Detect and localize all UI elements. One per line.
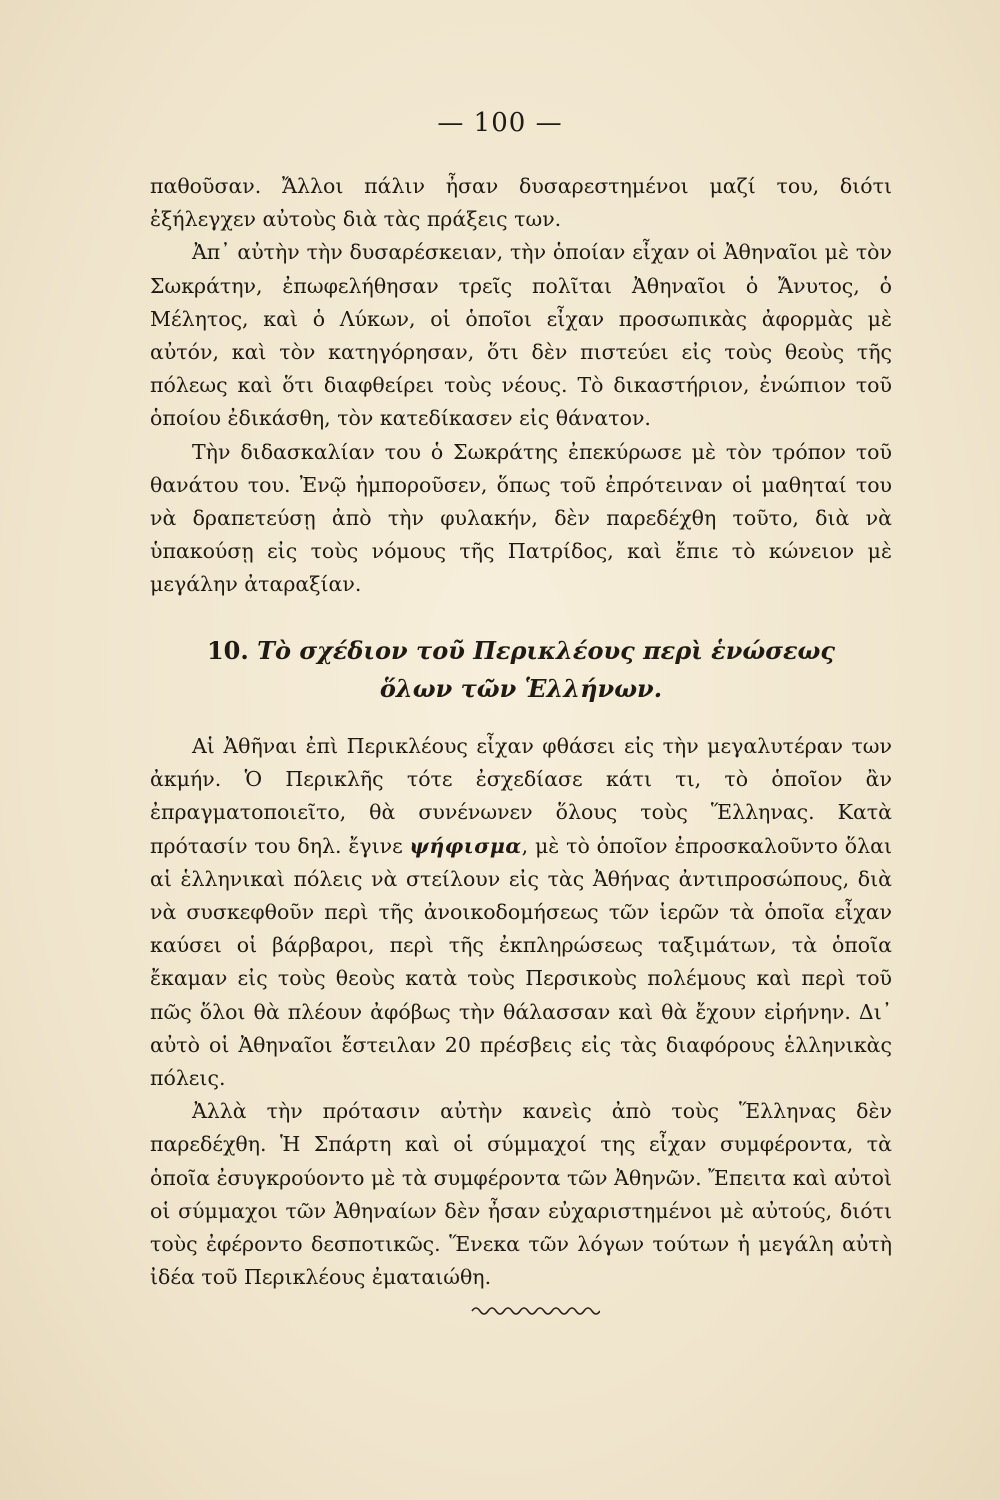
page-number: — 100 —: [437, 108, 563, 138]
paragraph: Ἀλλὰ τὴν πρότασιν αὐτὴν κανεὶς ἀπὸ τοὺς Ἕλληνας δὲν παρεδέχθη. Ἡ Σπάρτη καὶ οἱ σύμμαχοί της εἶχαν συμφέροντα, τὰ ὁποῖα ἐσυγκρούοντο μὲ τὰ συμφέροντα τῶν Ἀθηνῶν. Ἔπειτα καὶ αὐτοὶ οἱ σύμμαχοι τῶν Ἀθηναίων δὲν ἦσαν εὐχαριστημένοι μὲ αὐτούς, διότι τοὺς ἐφέροντο δεσποτικῶς. Ἕνεκα τῶν λόγων τούτων ἡ μεγάλη αὐτὴ ἰδέα τοῦ Περικλέους ἐματαιώθη.: [150, 1099, 892, 1290]
heading-title-line2: ὅλων τῶν Ἑλλήνων.: [379, 674, 663, 703]
paragraph: [150, 730, 892, 1095]
emphasized-term: ψήφισμα: [409, 833, 522, 858]
wavy-ornament: [470, 1300, 600, 1322]
paragraph-text: Αἱ Ἀθῆναι ἐπὶ Περικλέους εἶχαν φθάσει εἰς τὴν μεγαλυτέραν των ἀκμήν. Ὁ Περικλῆς τότε ἐσχεδίασε κάτι τι, τὸ ὁποῖον ἂν ἐπραγματοποιεῖτο, θὰ συνένωνεν ὅλους τοὺς Ἕλληνας. Κατὰ πρότασίν του δηλ. ἔγινε: [150, 734, 892, 858]
paragraph-text: , μὲ τὸ ὁποῖον ἐπροσκαλοῦντο ὅλαι αἱ ἑλληνικαὶ πόλεις νὰ στείλουν εἰς τὰς Ἀθήνας ἀντιπροσώπους, διὰ νὰ συσκεφθοῦν περὶ τῆς ἀνοικοδομήσεως τῶν ἱερῶν τὰ ὁποῖα εἶχαν καύσει οἱ βάρβαροι, περὶ τῆς ἐκπληρώσεως ταξιμάτων, τὰ ὁποῖα ἔκαμαν εἰς τοὺς θεοὺς κατὰ τοὺς Περσικοὺς πολέμους καὶ περὶ τοῦ πῶς ὅλοι θὰ πλέουν ἀφόβως τὴν θάλασσαν καὶ θὰ ἔχουν εἰρήνην. Δι᾽ αὐτὸ οἱ Ἀθηναῖοι ἔστειλαν 20 πρέσβεις εἰς τὰς διαφόρους ἑλληνικὰς πόλεις.: [150, 833, 892, 1091]
paragraph: Ἀπ᾽ αὐτὴν τὴν δυσαρέσκειαν, τὴν ὁποίαν εἶχαν οἱ Ἀθηναῖοι μὲ τὸν Σωκράτην, ἐπωφελήθησαν τρεῖς πολῖται Ἀθηναῖοι ὁ Ἄνυτος, ὁ Μέλητος, καὶ ὁ Λύκων, οἱ ὁποῖοι εἶχαν προσωπικὰς ἀφορμὰς μὲ αὐτόν, καὶ τὸν κατηγόρησαν, ὅτι δὲν πιστεύει εἰς τοὺς θεοὺς τῆς πόλεως καὶ ὅτι διαφθείρει τοὺς νέους. Τὸ δικαστήριον, ἐνώπιον τοῦ ὁποίου ἐδικάσθη, τὸν κατεδίκασεν εἰς θάνατον.: [150, 240, 892, 431]
heading-title-line1: Τὸ σχέδιον τοῦ Περικλέους περὶ ἑνώσεως: [257, 636, 836, 665]
section-text-socrates: [150, 170, 892, 602]
section-heading: [150, 632, 892, 708]
section-text-pericles: [150, 730, 892, 1294]
heading-line-1: [150, 632, 892, 670]
paragraph: παθοῦσαν. Ἄλλοι πάλιν ἦσαν δυσαρεστημένοι μαζί του, διότι ἐξήλεγχεν αὐτοὺς διὰ τὰς πράξεις των.: [150, 174, 892, 232]
paragraph: Τὴν διδασκαλίαν του ὁ Σωκράτης ἐπεκύρωσε μὲ τὸν τρόπον τοῦ θανάτου του. Ἐνῷ ἠμποροῦσεν, ὅπως τοῦ ἐπρότειναν οἱ μαθηταί του νὰ δραπετεύσῃ ἀπὸ τὴν φυλακήν, δὲν παρεδέχθη τοῦτο, διὰ νὰ ὑπακούσῃ εἰς τοὺς νόμους τῆς Πατρίδος, καὶ ἔπιε τὸ κώνειον μὲ μεγάλην ἀταραξίαν.: [150, 439, 892, 597]
section-number: 10.: [206, 636, 249, 665]
